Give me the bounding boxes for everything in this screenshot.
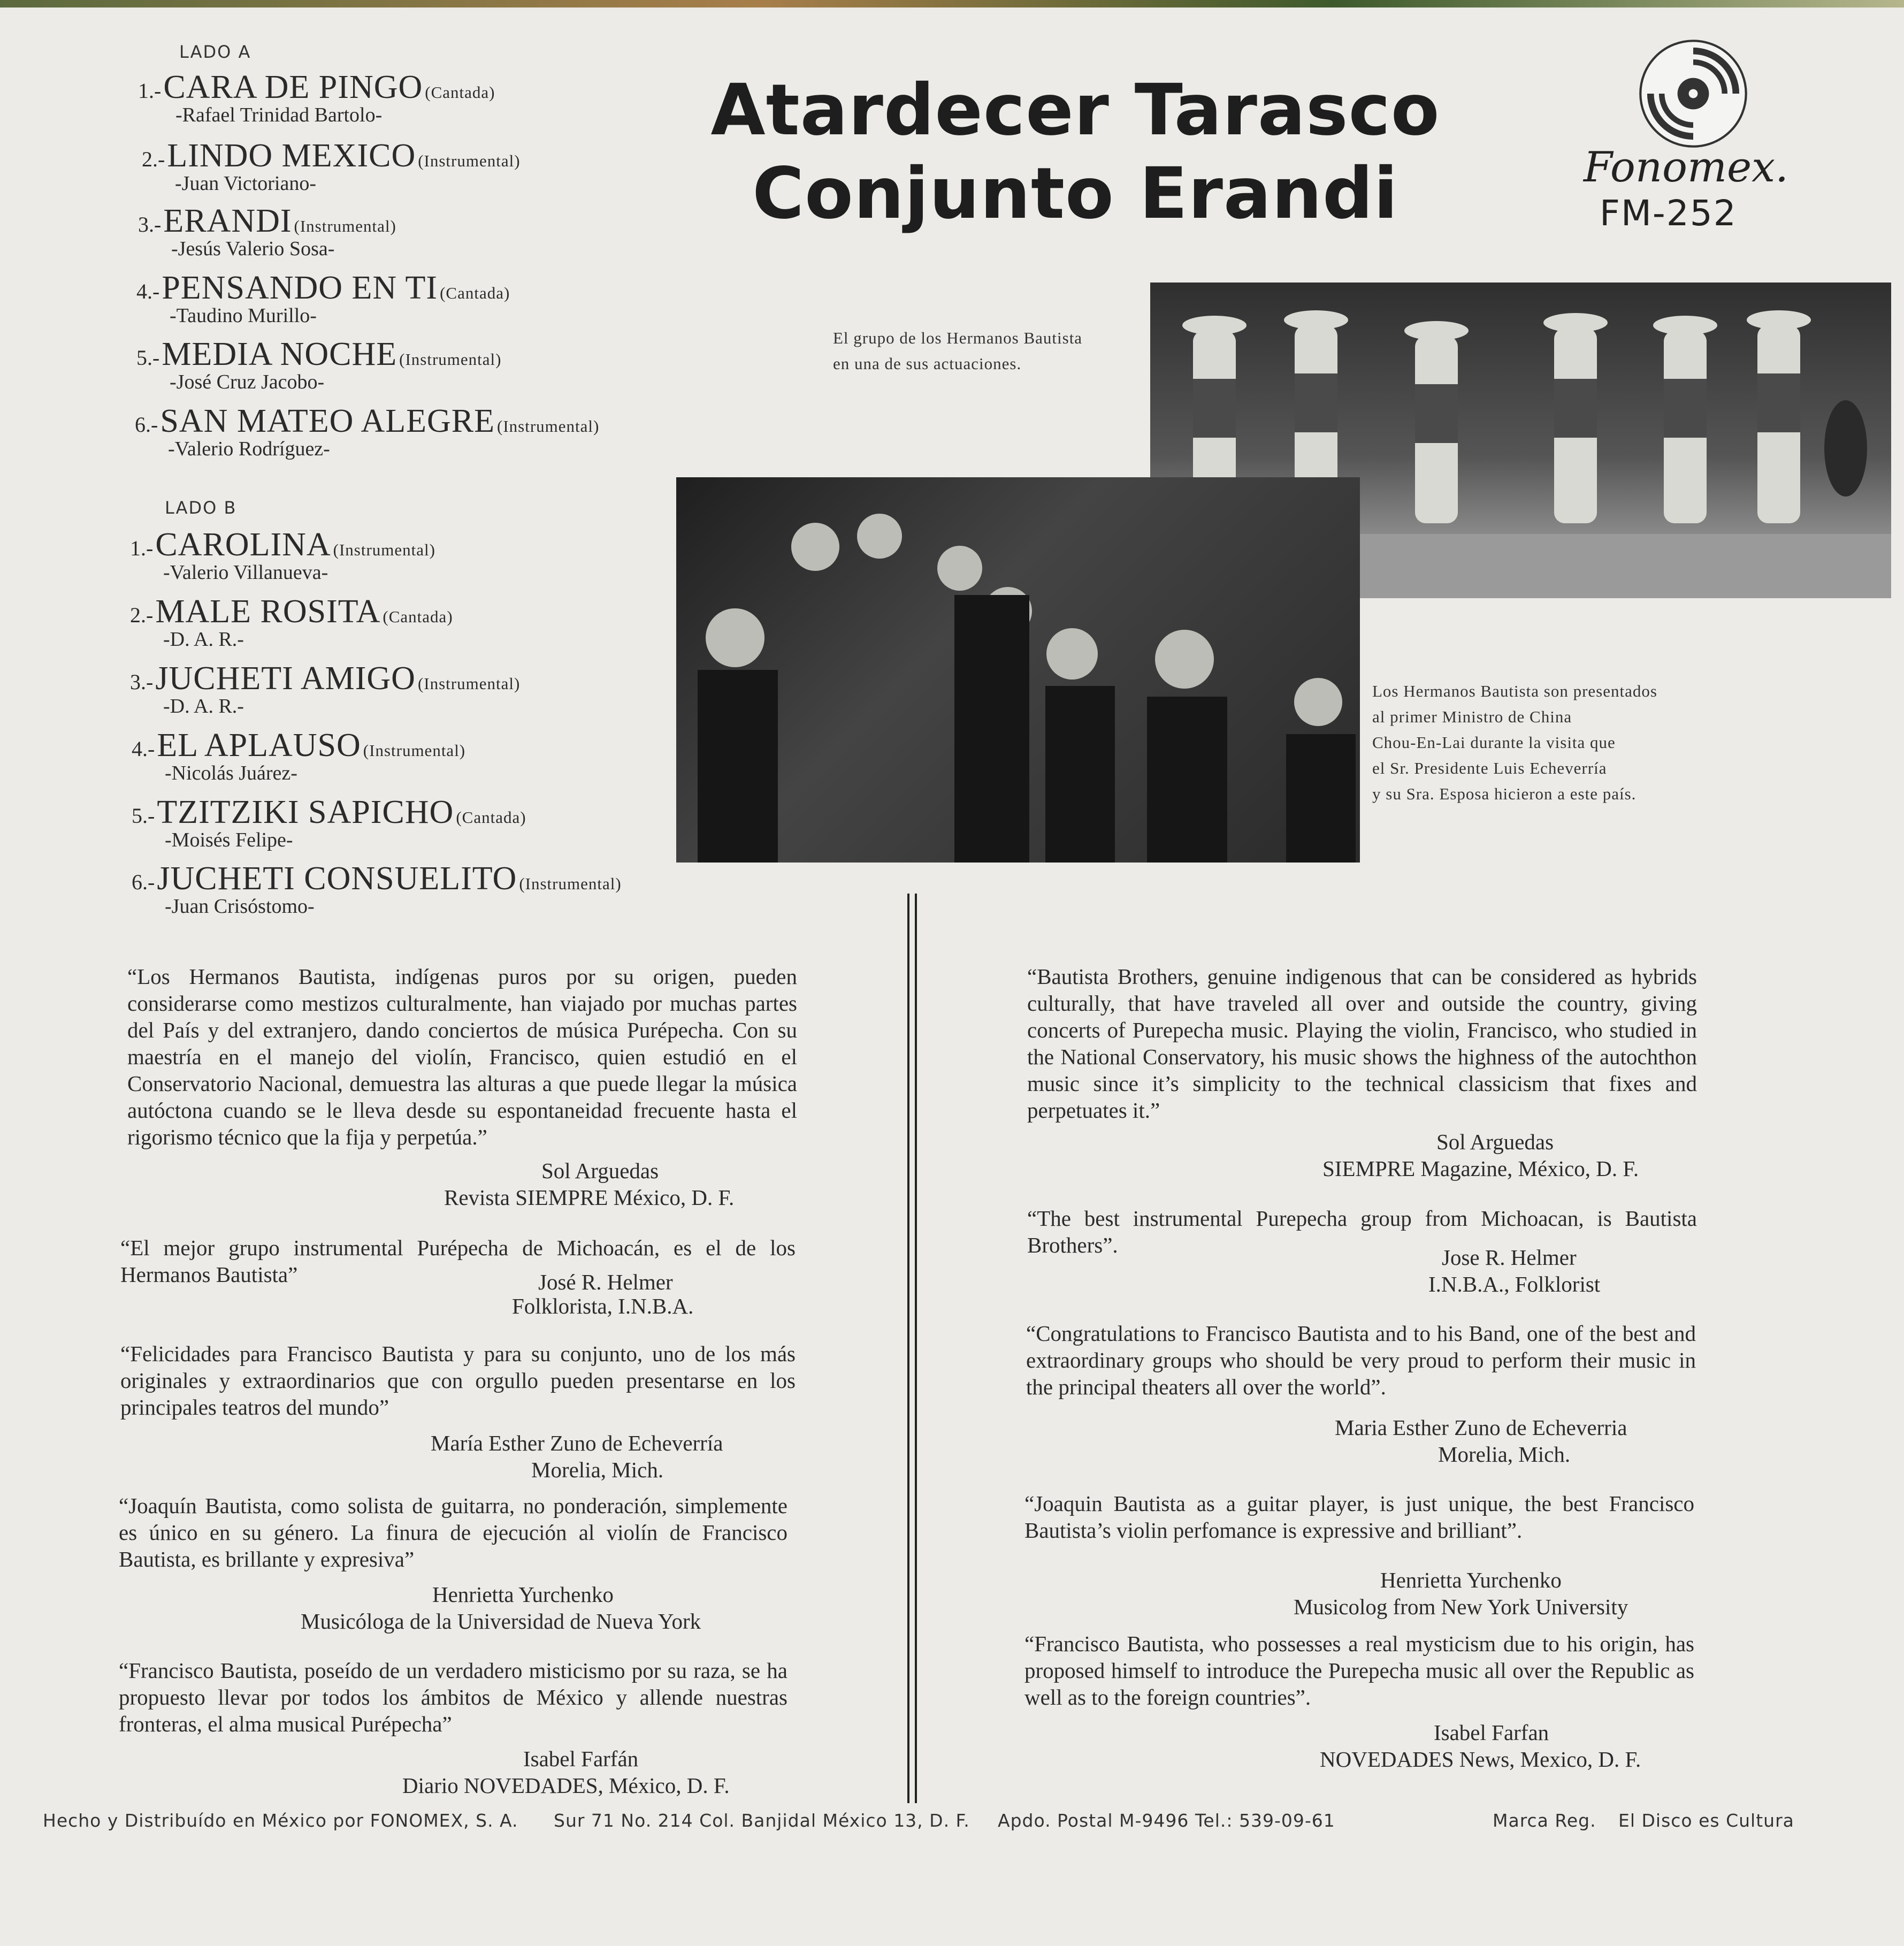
footer-address: Sur 71 No. 214 Col. Banjidal México 13, D. F. <box>554 1810 970 1831</box>
quote-es-1-author: Sol Arguedas <box>541 1158 659 1183</box>
track-b2 <box>130 593 453 651</box>
track-number: 1.- <box>138 79 162 103</box>
track-a4 <box>136 269 510 327</box>
track-author: -Valerio Villanueva- <box>163 561 328 584</box>
track-number: 1.- <box>130 536 154 560</box>
quote-en-3: “Congratulations to Francisco Bautista and to his Band, one of the best and extraordinary groups who should be very proud to perform their music in the principal theaters all over the world”. <box>1026 1321 1696 1399</box>
track-author: -Juan Victoriano- <box>175 172 316 195</box>
track-a1 <box>138 68 495 127</box>
caption-line: al primer Ministro de China <box>1372 707 1572 726</box>
track-title: SAN MATEO ALEGRE <box>160 403 495 439</box>
quote-es-1-source: Revista SIEMPRE México, D. F. <box>444 1185 735 1210</box>
track-a2 <box>142 137 521 195</box>
track-author: -Jesús Valerio Sosa- <box>171 238 335 260</box>
track-a6 <box>135 402 599 461</box>
quote-en-3-source: Morelia, Mich. <box>1438 1442 1571 1467</box>
quote-en-4-source: Musicolog from New York University <box>1294 1594 1628 1619</box>
track-title: EL APLAUSO <box>157 727 361 764</box>
track-author: -Juan Crisóstomo- <box>165 895 315 918</box>
track-title: JUCHETI AMIGO <box>155 660 416 697</box>
quote-es-1: “Los Hermanos Bautista, indígenas puros por su origen, pueden considerarse como mestizos culturalmente, han viajado por muchas partes del País y del extranjero, dando conciertos de música Purépecha. Con su maestría en el manejo del violín, Francisco, quien estudió en el Conservatorio Nacional, demuestra las alturas a que puede llegar la música autóctona cuando se le lleva desde su espontaneidad frecuente hasta el rigorismo técnico que la fija y perpetúa.” <box>127 964 797 1149</box>
caption-line: El grupo de los Hermanos Bautista <box>833 329 1083 347</box>
track-kind: (Instrumental) <box>294 217 396 235</box>
track-number: 2.- <box>142 147 165 171</box>
quote-es-3-source: Morelia, Mich. <box>531 1457 664 1482</box>
track-kind: (Instrumental) <box>417 674 521 693</box>
quote-es-4: “Joaquín Bautista, como solista de guitarra, no ponderación, simplemente es único en su género. La finura de ejecución al violín de Francisco Bautista, es brillante y expresiva” <box>119 1493 787 1571</box>
quote-es-5-source: Diario NOVEDADES, México, D. F. <box>402 1773 730 1798</box>
quote-en-1: “Bautista Brothers, genuine indigenous that can be considered as hybrids culturally, that have traveled all over and outside the country, giving concerts of Purepecha music. Playing the violin, Francisco, who studied in the National Conservatory, his music shows the highness of the autochthon music since it’s simplicity to the technical classicism that fixes and perpetuates it.” <box>1027 964 1697 1123</box>
track-title: CARA DE PINGO <box>163 69 423 105</box>
track-title: MALE ROSITA <box>155 593 381 630</box>
track-b6 <box>132 860 622 918</box>
artist-name: Conjunto Erandi <box>752 152 1398 235</box>
track-number: 2.- <box>130 603 154 627</box>
meeting-photo <box>676 477 1360 863</box>
track-number: 5.- <box>136 346 160 370</box>
catalog-number: FM-252 <box>1600 193 1737 234</box>
track-number: 6.- <box>135 413 158 437</box>
column-divider <box>907 894 917 1803</box>
track-kind: (Cantada) <box>383 607 453 626</box>
track-a5 <box>136 335 501 394</box>
footer-postal: Apdo. Postal M-9496 Tel.: 539-09-61 <box>998 1810 1335 1831</box>
track-number: 4.- <box>132 737 155 761</box>
track-kind: (Cantada) <box>440 284 510 302</box>
track-title: CAROLINA <box>155 526 331 563</box>
label-name: Fonomex. <box>1584 143 1788 192</box>
quote-es-5-author: Isabel Farfán <box>523 1746 639 1771</box>
track-kind: (Instrumental) <box>333 540 435 559</box>
track-author: -Taudino Murillo- <box>170 304 317 327</box>
track-author: -Valerio Rodríguez- <box>168 438 330 460</box>
track-number: 4.- <box>136 279 160 303</box>
track-kind: (Cantada) <box>425 83 495 102</box>
footer-trademark: Marca Reg. <box>1493 1810 1596 1831</box>
track-b1 <box>130 526 435 584</box>
caption-line: en una de sus actuaciones. <box>833 354 1022 373</box>
track-number: 5.- <box>132 804 155 828</box>
side-b-label: LADO B <box>165 498 237 518</box>
track-a3 <box>138 202 396 261</box>
track-kind: (Instrumental) <box>519 874 622 893</box>
quote-es-5: “Francisco Bautista, poseído de un verdadero misticismo por su raza, se ha propuesto llevar por todos los ámbitos de México y allende nuestras fronteras, el alma musical Purépecha” <box>119 1658 787 1736</box>
quote-es-3: “Felicidades para Francisco Bautista y para su conjunto, uno de los más originales y extraordinarios que con orgullo pueden presentarse en los principales teatros del mundo” <box>120 1341 796 1420</box>
track-kind: (Instrumental) <box>363 741 466 760</box>
track-title: ERANDI <box>163 203 292 239</box>
track-author: -Nicolás Juárez- <box>165 762 297 784</box>
quote-en-1-author: Sol Arguedas <box>1436 1130 1554 1154</box>
track-title: TZITZIKI SAPICHO <box>157 794 454 830</box>
track-author: -D. A. R.- <box>163 628 244 651</box>
quote-en-3-author: Maria Esther Zuno de Echeverria <box>1335 1415 1627 1440</box>
quote-en-5: “Francisco Bautista, who possesses a real mysticism due to his origin, has proposed himself to introduce the Purepecha music all over the Republic as well as to the foreign countries”. <box>1024 1631 1694 1710</box>
quote-en-4-author: Henrietta Yurchenko <box>1380 1568 1562 1592</box>
quote-es-4-source: Musicóloga de la Universidad de Nueva York <box>301 1609 701 1634</box>
quote-en-2-author: Jose R. Helmer <box>1442 1245 1577 1270</box>
track-kind: (Instrumental) <box>497 417 600 436</box>
track-b5 <box>132 793 526 852</box>
track-title: PENSANDO EN TI <box>162 270 438 306</box>
track-kind: (Instrumental) <box>418 151 521 170</box>
album-title: Atardecer Tarasco <box>710 69 1440 151</box>
quote-es-2-author: José R. Helmer <box>538 1270 673 1294</box>
footer-slogan: El Disco es Cultura <box>1618 1810 1794 1831</box>
caption-line: el Sr. Presidente Luis Echeverría <box>1372 759 1607 777</box>
caption-group-photo <box>833 325 1082 377</box>
quote-en-2-source: I.N.B.A., Folklorist <box>1428 1272 1601 1296</box>
track-author: -Rafael Trinidad Bartolo- <box>175 104 383 126</box>
track-kind: (Cantada) <box>456 808 526 827</box>
track-author: -D. A. R.- <box>163 695 244 718</box>
quote-es-3-author: María Esther Zuno de Echeverría <box>431 1431 723 1455</box>
track-title: MEDIA NOCHE <box>162 336 397 372</box>
record-label-logo-icon <box>1637 37 1749 150</box>
side-a-label: LADO A <box>179 42 251 62</box>
caption-line: Los Hermanos Bautista son presentados <box>1372 682 1657 700</box>
quote-en-5-author: Isabel Farfan <box>1434 1720 1549 1745</box>
cover-edge-strip <box>0 0 1904 7</box>
track-kind: (Instrumental) <box>399 350 502 369</box>
track-author: -Moisés Felipe- <box>165 829 293 851</box>
track-title: LINDO MEXICO <box>167 138 416 174</box>
caption-line: Chou-En-Lai durante la visita que <box>1372 733 1616 752</box>
track-number: 3.- <box>130 670 154 694</box>
caption-china-photo <box>1372 678 1657 807</box>
track-number: 3.- <box>138 212 162 236</box>
meeting-figures-icon <box>676 477 1360 863</box>
quote-en-4: “Joaquin Bautista as a guitar player, is just unique, the best Francisco Bautista’s violin perfomance is expressive and brilliant”. <box>1024 1491 1694 1543</box>
quote-es-2-source: Folklorista, I.N.B.A. <box>512 1294 694 1318</box>
track-number: 6.- <box>132 870 155 894</box>
quote-en-5-source: NOVEDADES News, Mexico, D. F. <box>1320 1747 1641 1772</box>
quote-en-1-source: SIEMPRE Magazine, México, D. F. <box>1322 1156 1639 1181</box>
track-title: JUCHETI CONSUELITO <box>157 860 517 897</box>
quote-es-4-author: Henrietta Yurchenko <box>432 1582 614 1607</box>
quote-en-2: “The best instrumental Purepecha group from Michoacan, is Bautista Brothers”. <box>1027 1206 1697 1257</box>
quote-es-2: “El mejor grupo instrumental Purépecha de Michoacán, es el de los Hermanos Bautista” <box>120 1235 796 1287</box>
track-b3 <box>130 660 520 718</box>
footer-made-in: Hecho y Distribuído en México por FONOMEX, S. A. <box>43 1810 518 1831</box>
track-b4 <box>132 727 465 785</box>
caption-line: y su Sra. Esposa hicieron a este país. <box>1372 784 1637 803</box>
track-author: -José Cruz Jacobo- <box>170 371 325 393</box>
